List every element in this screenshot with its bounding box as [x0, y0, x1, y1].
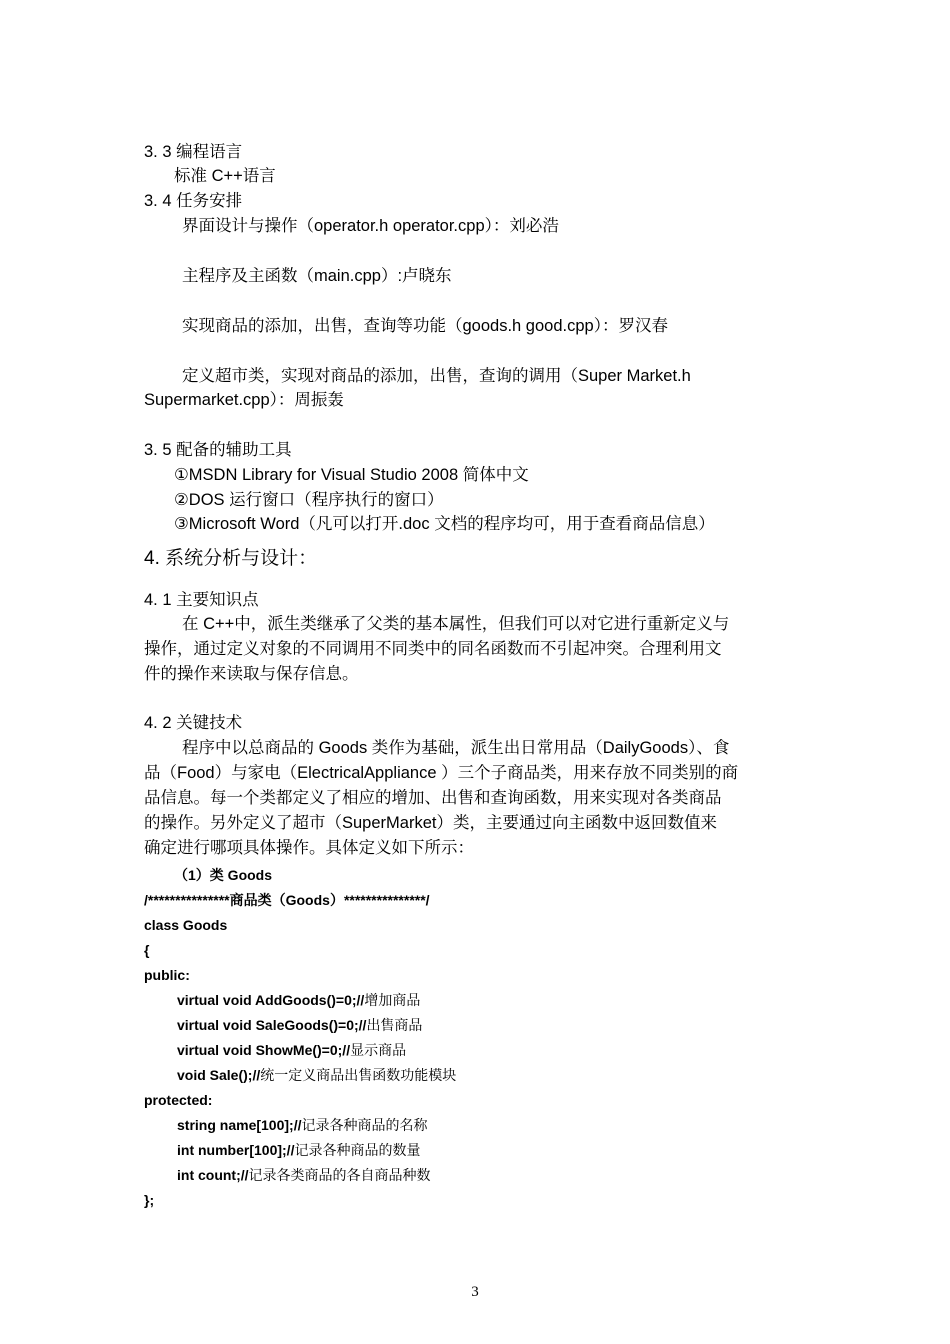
paragraph-line: 程序中以总商品的 Goods 类作为基础，派生出日常用品（DailyGoods）、食 — [182, 739, 730, 757]
tool-item: ①MSDN Library for Visual Studio 2008 简体中文 — [174, 466, 529, 484]
code-comment: 记录各种商品的数量 — [294, 1142, 421, 1158]
code-comment: 记录各种商品的名称 — [301, 1117, 428, 1133]
code-line — [177, 1138, 420, 1162]
code-text: void Sale();// — [177, 1067, 261, 1083]
task-item: 实现商品的添加，出售，查询等功能（goods.h good.cpp）：罗汉春 — [182, 317, 668, 335]
task-item-continued: Supermarket.cpp）：周振轰 — [144, 391, 344, 409]
tool-item: ③Microsoft Word（凡可以打开.doc 文档的程序均可，用于查看商品信息） — [174, 515, 715, 533]
paragraph-line: 品（Food）与家电（ElectricalAppliance ）三个子商品类，用来存放不同类别的商 — [144, 764, 739, 782]
section-4-2-heading: 4. 2 关键技术 — [144, 714, 243, 732]
code-public-label: public: — [144, 967, 190, 983]
code-text: virtual void AddGoods()=0;// — [177, 992, 365, 1008]
code-comment: 出售商品 — [366, 1017, 423, 1033]
code-comment: 显示商品 — [350, 1042, 407, 1058]
code-class-declaration: class Goods — [144, 917, 228, 933]
code-text: int number[100];// — [177, 1142, 295, 1158]
code-open-brace: { — [144, 942, 150, 958]
code-protected-label: protected: — [144, 1092, 213, 1108]
code-comment: 统一定义商品出售函数功能模块 — [260, 1067, 457, 1083]
page-number: 3 — [471, 1284, 479, 1300]
code-line — [177, 1038, 406, 1062]
code-close-brace: }; — [144, 1192, 155, 1208]
section-3-5-heading: 3. 5 配备的辅助工具 — [144, 441, 292, 459]
code-line — [177, 988, 420, 1012]
code-line — [177, 1063, 456, 1087]
task-item: 主程序及主函数（main.cpp）:卢晓东 — [182, 267, 452, 285]
section-4-1-heading: 4. 1 主要知识点 — [144, 591, 259, 609]
code-line — [177, 1163, 431, 1187]
paragraph-line: 操作，通过定义对象的不同调用不同类中的同名函数而不引起冲突。合理利用文 — [144, 640, 722, 658]
code-text: virtual void ShowMe()=0;// — [177, 1042, 351, 1058]
paragraph-line: 的操作。另外定义了超市（SuperMarket）类，主要通过向主函数中返回数值来 — [144, 814, 717, 832]
task-item: 定义超市类，实现对商品的添加，出售，查询的调用（Super Market.h — [182, 367, 691, 385]
paragraph-line: 确定进行哪项具体操作。具体定义如下所示： — [144, 839, 474, 857]
paragraph-line: 品信息。每一个类都定义了相应的增加、出售和查询函数，用来实现对各类商品 — [144, 789, 722, 807]
code-line — [177, 1013, 422, 1037]
paragraph-line: 在 C++中，派生类继承了父类的基本属性，但我们可以对它进行重新定义与 — [182, 615, 730, 633]
code-comment: 记录各类商品的各自商品种数 — [248, 1167, 431, 1183]
section-3-3-text: 标准 C++语言 — [174, 167, 276, 185]
paragraph-line: 件的操作来读取与保存信息。 — [144, 665, 359, 683]
code-banner-comment: /***************商品类（Goods）***************/ — [144, 892, 430, 908]
code-line — [177, 1113, 427, 1137]
code-text: int count;// — [177, 1167, 249, 1183]
code-comment: 增加商品 — [364, 992, 421, 1008]
section-3-3-heading: 3. 3 编程语言 — [144, 143, 243, 161]
section-4-heading: 4. 系统分析与设计： — [144, 548, 318, 569]
code-subheading: （1）类 Goods — [174, 867, 273, 883]
task-item: 界面设计与操作（operator.h operator.cpp）：刘必浩 — [182, 217, 559, 235]
code-text: virtual void SaleGoods()=0;// — [177, 1017, 367, 1033]
tool-item: ②DOS 运行窗口（程序执行的窗口） — [174, 491, 444, 509]
section-3-4-heading: 3. 4 任务安排 — [144, 192, 243, 210]
code-text: string name[100];// — [177, 1117, 302, 1133]
